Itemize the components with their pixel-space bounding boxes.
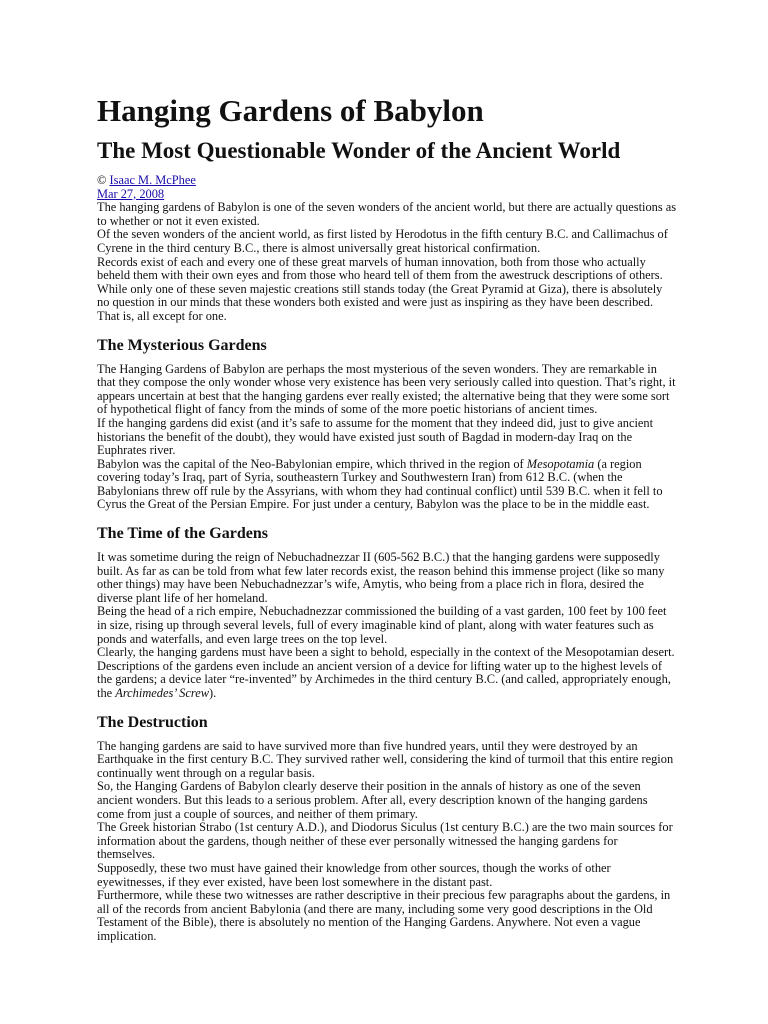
article-title: Hanging Gardens of Babylon	[97, 93, 484, 128]
destruction-paragraph-5: Furthermore, while these two witnesses are rather descriptive in their precious few paragraphs about the gardens, in all of the records from ancient Babylonia (and there are many, including some very good descriptions in the Old Testament of the Bible), there is absolutely no mention of the Hanging Gardens. Anywhere. Not even a vague implication.	[97, 888, 671, 943]
time-paragraph-3	[97, 646, 677, 700]
article-subtitle: The Most Questionable Wonder of the Ancient World	[97, 138, 621, 163]
intro-paragraph-2: Of the seven wonders of the ancient world, as first listed by Herodotus in the fifth century B.C. and Callimachus of Cyrene in the third century B.C., there is almost universally great historical confirmation.	[97, 227, 668, 255]
time-p3-text-a: Clearly, the hanging gardens must have been a sight to behold, especially in the context of the Mesopotamian desert. Descriptions of the gardens even include an ancient version of a device for lifting water up to the highest levels of the gardens; a device later “re-invented” by Archimedes in the third century B.C. (and called, appropriately enough, the	[97, 645, 675, 700]
article	[97, 92, 677, 944]
time-paragraph-2: Being the head of a rich empire, Nebuchadnezzar commissioned the building of a vast garden, 100 feet by 100 feet in size, rising up through several levels, full of every imaginable kind of plant, along with water features such as ponds and waterfalls, and even large trees on the top level.	[97, 604, 667, 646]
mesopotamia-emphasis: Mesopotamia	[526, 456, 595, 471]
mysterious-p3-text-b: (a region covering today’s Iraq, part of Syria, southeastern Turkey and Southwestern Iran) from 612 B.C. (when the Babylonians threw off rule by the Assyrians, with whom they had continual conflict) until 539 B.C. when it fell to Cyrus the Great of the Persian Empire. For just under a century, Babylon was the place to be in the middle east.	[97, 456, 663, 512]
destruction-paragraph-4: Supposedly, these two must have gained their knowledge from other sources, though the works of other eyewitnesses, if they ever existed, have been lost somewhere in the distant past.	[97, 860, 611, 889]
byline	[97, 174, 677, 188]
intro-paragraph-1: The hanging gardens of Babylon is one of the seven wonders of the ancient world, but there are actually questions as to whether or not it even existed.	[97, 200, 677, 228]
author-link[interactable]: Isaac M. McPhee	[109, 173, 196, 187]
time-p3-text-b: ).	[208, 686, 217, 700]
intro-paragraph-3: Records exist of each and every one of these great marvels of human innovation, both from those who actually beheld them with their own eyes and from those who heard tell of them from the awestruck descriptions of others.	[97, 254, 663, 283]
section-heading-time-of-gardens: The Time of the Gardens	[97, 525, 268, 543]
mysterious-p3-text-a: Babylon was the capital of the Neo-Babylonian empire, which thrived in the region of	[97, 456, 527, 471]
copyright-symbol: ©	[97, 173, 110, 187]
destruction-paragraph-2: So, the Hanging Gardens of Babylon clearly deserve their position in the annals of history as one of the seven ancient wonders. But this leads to a serious problem. After all, every description known of the hanging gardens come from just a couple of sources, and neither of them primary.	[97, 779, 648, 821]
date-line	[97, 188, 677, 202]
destruction-paragraph-1: The hanging gardens are said to have survived more than five hundred years, until they were destroyed by an Earthquake in the first century B.C. They survived rather well, considering the kind of turmoil that this entire region continually went through on a regular basis.	[97, 738, 674, 780]
intro-paragraph-4: While only one of these seven majestic creations still stands today (the Great Pyramid at Giza), there is absolutely no question in our minds that these wonders both existed and were just as inspiring as they have been described. That is, all except for one.	[97, 281, 663, 323]
destruction-paragraph-3: The Greek historian Strabo (1st century A.D.), and Diodorus Siculus (1st century B.C.) are the two main sources for information about the gardens, though neither of these ever personally witnessed the hanging gardens for themselves.	[97, 820, 673, 862]
date-link[interactable]: Mar 27, 2008	[97, 186, 165, 201]
archimedes-screw-emphasis: Archimedes’ Screw	[115, 686, 209, 700]
mysterious-paragraph-3	[97, 458, 677, 512]
mysterious-paragraph-1: The Hanging Gardens of Babylon are perhaps the most mysterious of the seven wonders. They are remarkable in that they compose the only wonder whose very existence has been very seriously called into question. That’s right, it appears uncertain at best that the hanging gardens ever really existed; the alternative being that they were some sort of hypothetical flight of fancy from the minds of some of the more poetic historians of ancient times.	[97, 361, 676, 417]
section-heading-destruction: The Destruction	[97, 713, 208, 731]
section-heading-mysterious-gardens: The Mysterious Gardens	[97, 336, 267, 354]
mysterious-paragraph-2: If the hanging gardens did exist (and it’s safe to assume for the moment that they indeed did, just to give ancient historians the benefit of the doubt), they would have existed just south of Bagdad in modern-day Iraq on the Euphrates river.	[97, 415, 654, 458]
time-paragraph-1: It was sometime during the reign of Nebuchadnezzar II (605-562 B.C.) that the hanging gardens were supposedly built. As far as can be told from what few later records exist, the reason behind this immense project (like so many other things) may have been Nebuchadnezzar’s wife, Amytis, who being from a place rich in flora, desired the diverse plant life of her homeland.	[97, 550, 665, 605]
